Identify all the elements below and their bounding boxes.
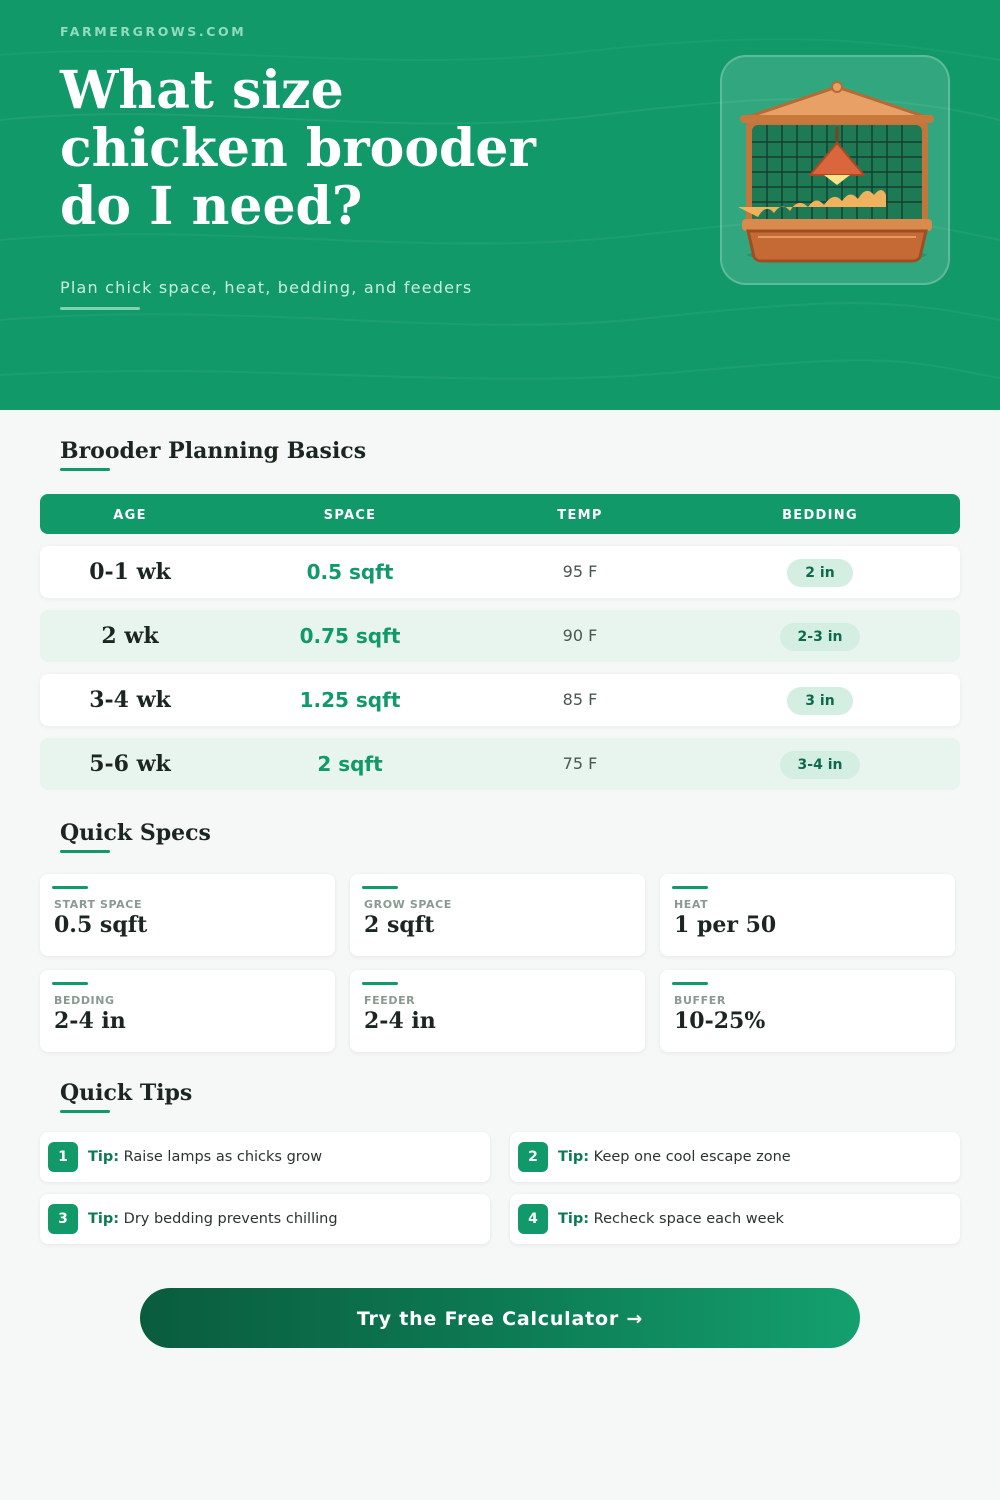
column-header-age: AGE bbox=[113, 508, 147, 523]
tip-body: Recheck space each week bbox=[593, 1211, 784, 1227]
page-subtitle: Plan chick space, heat, bedding, and feeders bbox=[60, 278, 473, 297]
tip-lead: Tip: bbox=[558, 1149, 590, 1165]
spec-card-buffer bbox=[660, 970, 955, 1052]
tip-body: Keep one cool escape zone bbox=[593, 1149, 791, 1165]
tip-number-badge: 4 bbox=[518, 1204, 548, 1234]
spec-value: 10-25% bbox=[674, 1008, 766, 1034]
bedding-badge: 3 in bbox=[787, 687, 852, 715]
spec-accent-bar bbox=[672, 886, 708, 889]
age-cell: 5-6 wk bbox=[89, 751, 171, 777]
tip-text bbox=[88, 1132, 322, 1182]
temp-cell: 90 F bbox=[562, 626, 598, 645]
spec-card-heat bbox=[660, 874, 955, 956]
spec-value: 2-4 in bbox=[54, 1008, 126, 1034]
title-line: do I need? bbox=[60, 176, 363, 237]
spec-accent-bar bbox=[52, 982, 88, 985]
section-title-specs: Quick Specs bbox=[60, 820, 211, 846]
table-row bbox=[40, 610, 960, 662]
bedding-badge: 2-3 in bbox=[780, 623, 861, 651]
spec-card-bedding bbox=[40, 970, 335, 1052]
age-cell: 2 wk bbox=[101, 623, 159, 649]
age-cell: 3-4 wk bbox=[89, 687, 171, 713]
spec-accent-bar bbox=[362, 982, 398, 985]
spec-value: 1 per 50 bbox=[674, 912, 777, 938]
table-row bbox=[40, 674, 960, 726]
tip-card bbox=[510, 1194, 960, 1244]
tip-lead: Tip: bbox=[88, 1211, 120, 1227]
site-name: FARMERGROWS.COM bbox=[60, 24, 247, 39]
tip-card bbox=[510, 1132, 960, 1182]
column-header-space: SPACE bbox=[323, 508, 377, 523]
age-cell: 0-1 wk bbox=[89, 559, 171, 585]
bedding-badge: 3-4 in bbox=[780, 751, 861, 779]
column-header-temp: TEMP bbox=[557, 508, 603, 523]
free-calculator-button[interactable]: Try the Free Calculator → bbox=[140, 1288, 860, 1348]
spec-accent-bar bbox=[672, 982, 708, 985]
section-underline bbox=[60, 850, 110, 853]
spec-label: BUFFER bbox=[674, 994, 726, 1007]
tip-lead: Tip: bbox=[88, 1149, 120, 1165]
tip-number-badge: 3 bbox=[48, 1204, 78, 1234]
table-row bbox=[40, 546, 960, 598]
tip-number-badge: 1 bbox=[48, 1142, 78, 1172]
tip-body: Raise lamps as chicks grow bbox=[123, 1149, 323, 1165]
spec-label: HEAT bbox=[674, 898, 709, 911]
spec-value: 0.5 sqft bbox=[54, 912, 148, 938]
tip-text bbox=[558, 1194, 784, 1244]
spec-value: 2 sqft bbox=[364, 912, 435, 938]
space-cell: 2 sqft bbox=[317, 752, 383, 776]
bedding-cell bbox=[680, 738, 960, 790]
page-title bbox=[60, 62, 620, 236]
section-title-basics: Brooder Planning Basics bbox=[60, 438, 367, 464]
space-cell: 1.25 sqft bbox=[299, 688, 401, 712]
spec-value: 2-4 in bbox=[364, 1008, 436, 1034]
tip-card bbox=[40, 1194, 490, 1244]
tip-body: Dry bedding prevents chilling bbox=[123, 1211, 338, 1227]
title-line: What size bbox=[60, 60, 344, 121]
spec-card-feeder bbox=[350, 970, 645, 1052]
spec-accent-bar bbox=[52, 886, 88, 889]
bedding-cell bbox=[680, 674, 960, 726]
subtitle-underline bbox=[60, 307, 140, 310]
illustration-card bbox=[720, 55, 950, 285]
tip-text bbox=[558, 1132, 791, 1182]
spec-card-start-space bbox=[40, 874, 335, 956]
chicken-brooder-cage-icon bbox=[722, 57, 952, 287]
hero-banner bbox=[0, 0, 1000, 410]
section-underline bbox=[60, 468, 110, 471]
bedding-cell bbox=[680, 610, 960, 662]
spec-label: BEDDING bbox=[54, 994, 115, 1007]
tip-text bbox=[88, 1194, 338, 1244]
spec-label: START SPACE bbox=[54, 898, 143, 911]
tip-card bbox=[40, 1132, 490, 1182]
column-header-bedding: BEDDING bbox=[782, 508, 858, 523]
bedding-cell bbox=[680, 546, 960, 598]
temp-cell: 95 F bbox=[562, 562, 598, 581]
temp-cell: 75 F bbox=[562, 754, 598, 773]
space-cell: 0.75 sqft bbox=[299, 624, 401, 648]
spec-card-grow-space bbox=[350, 874, 645, 956]
space-cell: 0.5 sqft bbox=[306, 560, 394, 584]
tip-number-badge: 2 bbox=[518, 1142, 548, 1172]
table-row bbox=[40, 738, 960, 790]
spec-label: FEEDER bbox=[364, 994, 416, 1007]
spec-label: GROW SPACE bbox=[364, 898, 452, 911]
bedding-badge: 2 in bbox=[787, 559, 852, 587]
section-title-tips: Quick Tips bbox=[60, 1080, 193, 1106]
title-line: chicken brooder bbox=[60, 118, 536, 179]
tip-lead: Tip: bbox=[558, 1211, 590, 1227]
section-underline bbox=[60, 1110, 110, 1113]
spec-accent-bar bbox=[362, 886, 398, 889]
temp-cell: 85 F bbox=[562, 690, 598, 709]
table-header bbox=[40, 494, 960, 534]
